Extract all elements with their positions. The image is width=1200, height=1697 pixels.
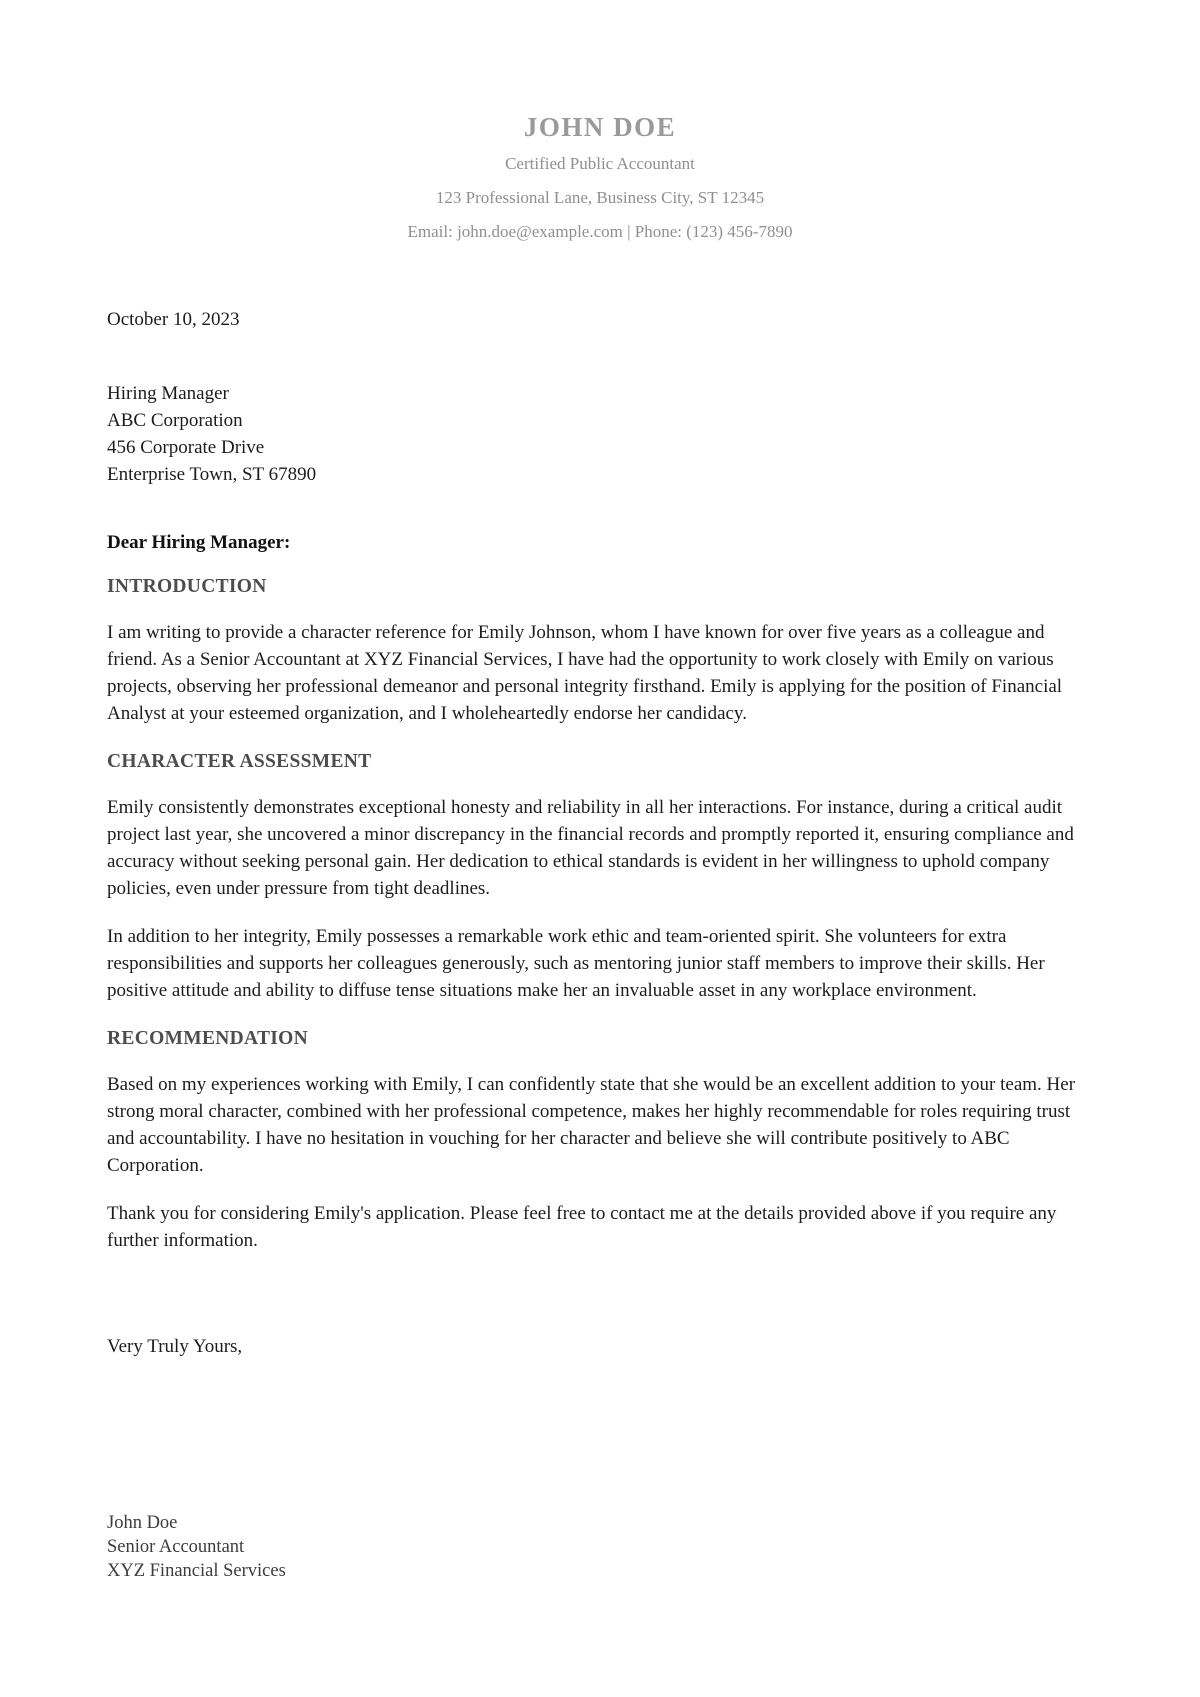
section-heading-character-assessment: CHARACTER ASSESSMENT <box>107 751 372 772</box>
letterhead-contact: Email: john.doe@example.com | Phone: (123) 456-7890 <box>407 222 793 241</box>
signature-company: XYZ Financial Services <box>107 1561 286 1581</box>
section-heading-recommendation: RECOMMENDATION <box>107 1028 308 1049</box>
letterhead-address: 123 Professional Lane, Business City, ST 12345 <box>435 188 765 207</box>
paragraph-character-assessment-1: Emily consistently demonstrates exceptional honesty and reliability in all her interactions. For instance, during a critical audit project last year, she uncovered a minor discrepancy in the financial records and promptly reported it, ensuring compliance and accuracy without seeking personal gain. Her dedication to ethical standards is evident in her willingness to uphold company policies, even under pressure from tight deadlines. <box>107 797 1074 899</box>
letterhead-job-title: Certified Public Accountant <box>505 154 695 173</box>
recipient-line-street: 456 Corporate Drive <box>107 437 265 458</box>
recipient-block <box>107 380 1093 488</box>
paragraph-character-assessment-2: In addition to her integrity, Emily possesses a remarkable work ethic and team-oriented spirit. She volunteers for extra responsibilities and supports her colleagues generously, such as mentoring junior staff members to improve their skills. Her positive attitude and ability to diffuse tense situations make her an invaluable asset in any workplace environment. <box>107 926 1045 1001</box>
salutation: Dear Hiring Manager: <box>107 532 291 553</box>
paragraph-recommendation: Based on my experiences working with Emily, I can confidently state that she would be an excellent addition to your team. Her strong moral character, combined with her professional competence, makes her highly recommendable for roles requiring trust and accountability. I have no hesitation in vouching for her character and believe she will contribute positively to ABC Corporation. <box>107 1074 1076 1176</box>
paragraph-introduction: I am writing to provide a character reference for Emily Johnson, whom I have known for over five years as a colleague and friend. As a Senior Accountant at XYZ Financial Services, I have had the opportunity to work closely with Emily on various projects, observing her professional demeanor and personal integrity firsthand. Emily is applying for the position of Financial Analyst at your esteemed organization, and I wholeheartedly endorse her candidacy. <box>107 622 1063 724</box>
recipient-line-company: ABC Corporation <box>107 410 243 431</box>
signature-title: Senior Accountant <box>107 1537 245 1557</box>
signature-name: John Doe <box>107 1513 178 1533</box>
signature-block <box>107 1511 1093 1583</box>
paragraph-thank-you: Thank you for considering Emily's application. Please feel free to contact me at the details provided above if you require any further information. <box>107 1203 1057 1251</box>
letter-date: October 10, 2023 <box>107 309 240 330</box>
recipient-line-city: Enterprise Town, ST 67890 <box>107 464 317 485</box>
section-heading-introduction: INTRODUCTION <box>107 576 267 597</box>
letterhead <box>0 0 1200 246</box>
letter-body <box>0 306 1200 1583</box>
letterhead-name: JOHN DOE <box>523 112 677 142</box>
recipient-line-name: Hiring Manager <box>107 383 229 404</box>
valediction: Very Truly Yours, <box>107 1336 243 1357</box>
